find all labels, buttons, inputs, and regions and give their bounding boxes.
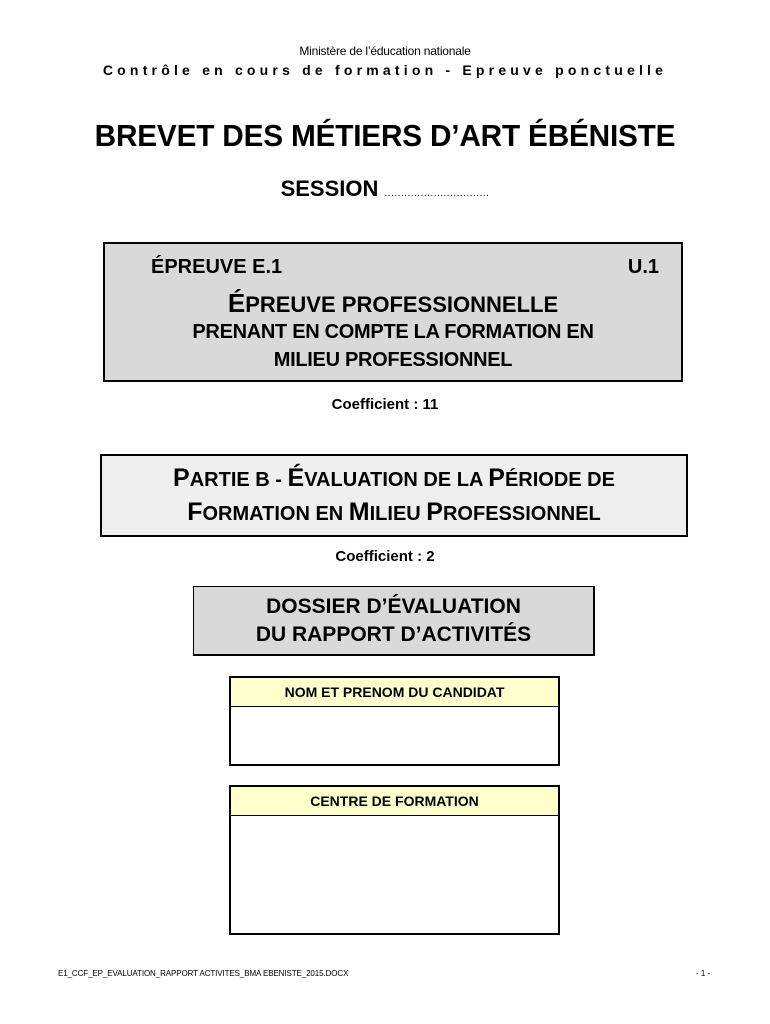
ministry-header: Ministère de l’éducation nationale — [299, 44, 471, 58]
page-title: BREVET DES MÉTIERS D’ART ÉBÉNISTE — [94, 118, 676, 153]
coefficient-epreuve: Coefficient : 11 — [331, 396, 439, 413]
training-centre-field[interactable] — [229, 785, 560, 935]
footer-filename: E1_CCF_EP_EVALUATION_RAPPORT ACTIVITES_BMA EBENISTE_2015.DOCX — [58, 969, 349, 978]
partie-l2-text-c: ROFESSIONNEL — [442, 503, 601, 525]
epreuve-line-1 — [105, 288, 681, 319]
epreuve-line-1-rest: PREUVE PROFESSIONNELLE — [245, 292, 559, 317]
partie-l1-text-c: ÉRIODE DE — [504, 469, 615, 491]
coefficient-partie: Coefficient : 2 — [335, 548, 435, 565]
partie-l2-text-b: ILIEU — [369, 503, 427, 525]
session-dots: ................................ — [384, 188, 490, 199]
epreuve-code: ÉPREUVE E.1 — [151, 256, 283, 278]
partie-l1-text-b: VALUATION DE LA — [304, 469, 489, 491]
candidate-name-field[interactable] — [229, 676, 560, 766]
partie-l2-cap-f: F — [187, 498, 203, 526]
partie-line-2 — [102, 498, 686, 527]
session-line — [0, 176, 770, 202]
partie-l1-text-a: ARTIE B - — [189, 469, 288, 491]
partie-l1-cap-p: P — [173, 464, 190, 492]
partie-line-1 — [102, 464, 686, 493]
partie-l2-text-a: ORMATION EN — [202, 503, 349, 525]
partie-l1-cap-pe: P — [488, 464, 505, 492]
partie-l2-cap-p: P — [426, 498, 443, 526]
footer-page-number: - 1 - — [696, 969, 711, 978]
session-label: SESSION — [280, 176, 379, 201]
epreuve-line-1-initial: É — [227, 288, 246, 318]
epreuve-line-2: PRENANT EN COMPTE LA FORMATION EN — [192, 321, 594, 343]
dossier-line-1: DOSSIER D’ÉVALUATION — [266, 595, 521, 618]
epreuve-box — [103, 242, 683, 382]
dossier-line-2: DU RAPPORT D’ACTIVITÉS — [255, 623, 532, 646]
training-centre-label: CENTRE DE FORMATION — [231, 787, 558, 816]
candidate-name-label: NOM ET PRENOM DU CANDIDAT — [231, 678, 558, 707]
partie-l2-cap-m: M — [348, 498, 370, 526]
epreuve-line-3: MILIEU PROFESSIONNEL — [273, 349, 513, 371]
control-subtitle: Contrôle en cours de formation - Epreuve ponctuelle — [102, 62, 668, 78]
partie-l1-cap-e: É — [287, 464, 305, 492]
dossier-box — [193, 586, 595, 656]
epreuve-unit: U.1 — [627, 256, 659, 278]
partie-box — [100, 454, 688, 537]
